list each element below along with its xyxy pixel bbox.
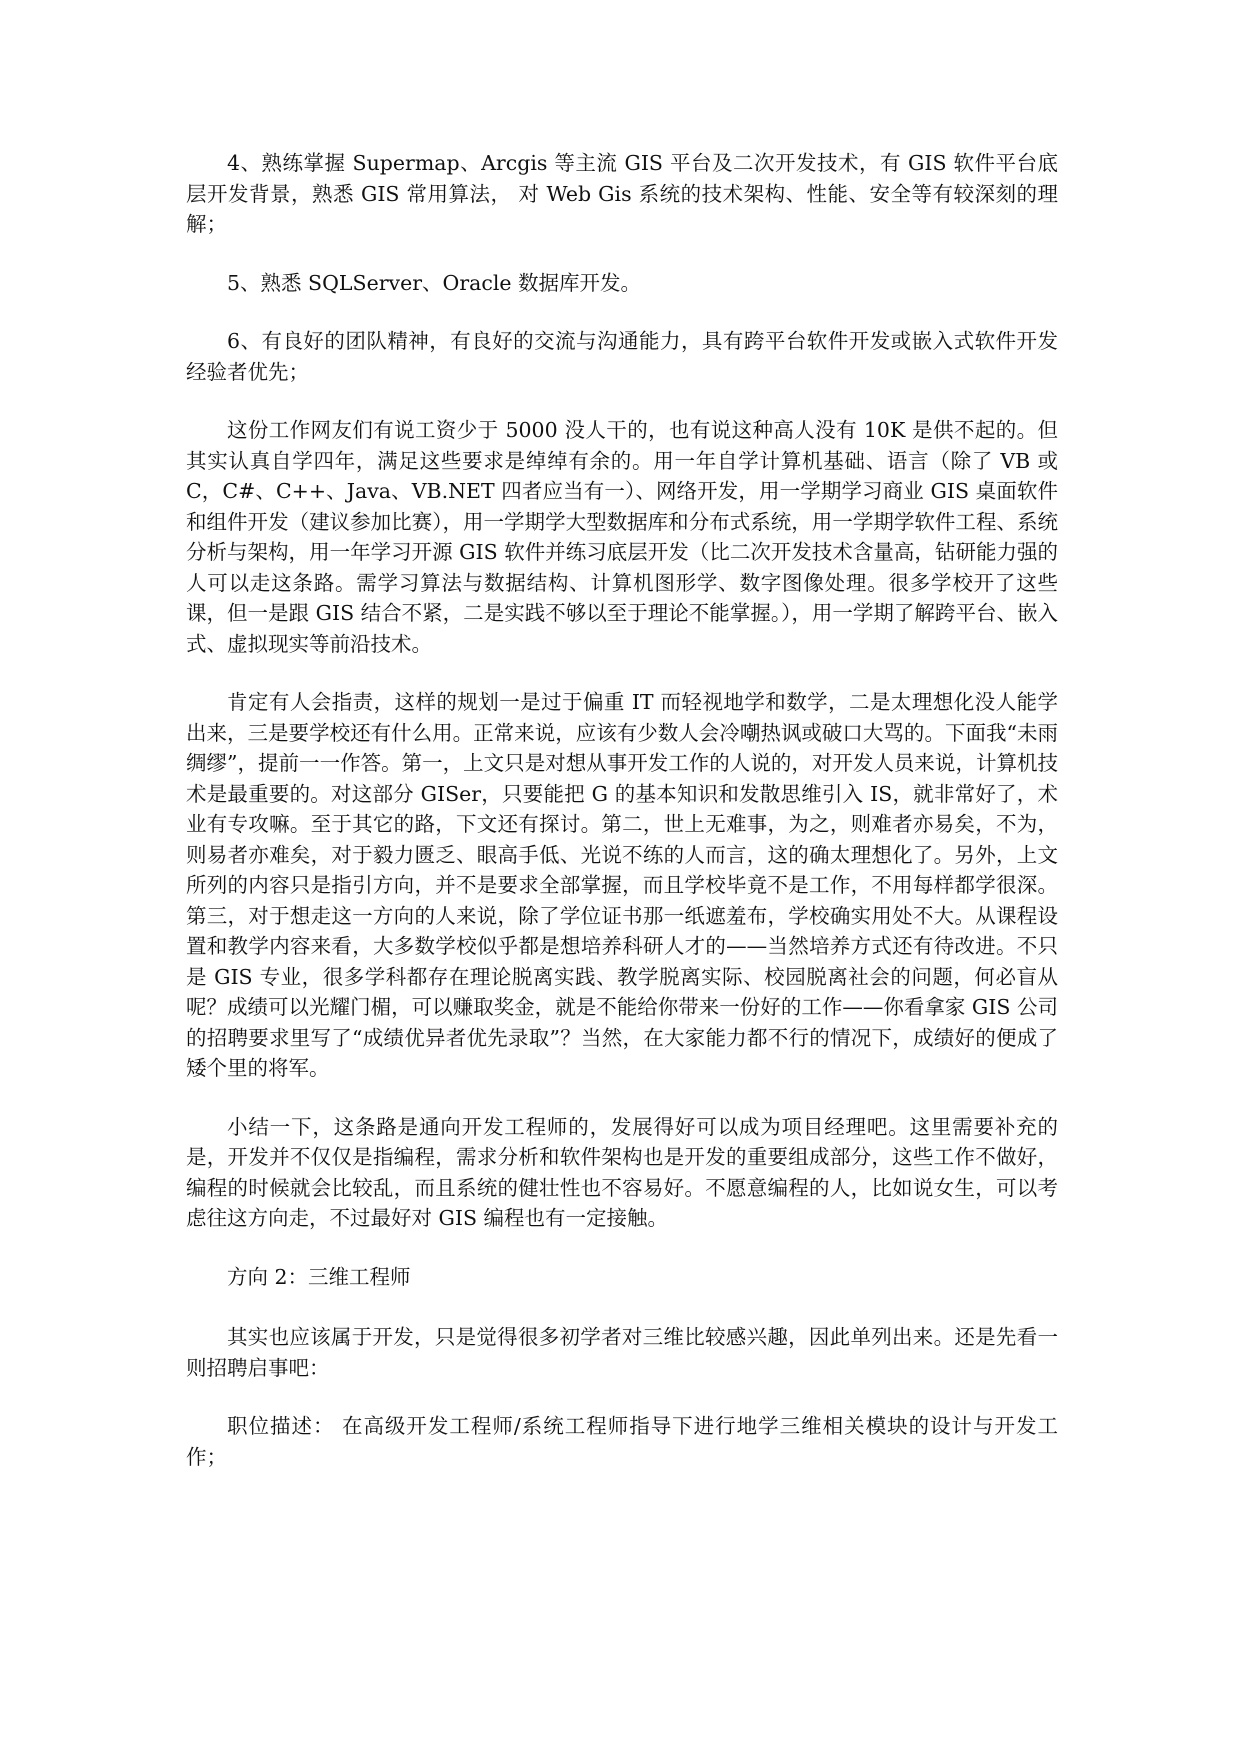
- section-heading-direction-2: 方向 2：三维工程师: [227, 1264, 411, 1289]
- paragraph-job-description: 职位描述： 在高级开发工程师/系统工程师指导下进行地学三维相关模块的设计与开发工作；: [186, 1414, 1058, 1469]
- paragraph-requirement-5: 5、熟悉 SQLServer、Oracle 数据库开发。: [227, 270, 642, 295]
- paragraph-summary: 小结一下，这条路是通向开发工程师的，发展得好可以成为项目经理吧。这里需要补充的是，开发并不仅仅是指编程，需求分析和软件架构也是开发的重要组成部分，这些工作不做好，编程的时候就会比较乱，而且系统的健壮性也不容易好。不愿意编程的人，比如说女生，可以考虑往这方向走，不过最好对 GIS 编程也有一定接触。: [186, 1114, 1058, 1230]
- paragraph-requirement-4: 4、熟练掌握 Supermap、Arcgis 等主流 GIS 平台及二次开发技术，有 GIS 软件平台底层开发背景，熟悉 GIS 常用算法， 对 Web Gis 系统的技术架构、性能、安全等有较深刻的理解；: [186, 151, 1058, 236]
- paragraph-rebuttal: 肯定有人会指责，这样的规划一是过于偏重 IT 而轻视地学和数学，二是太理想化没人能学出来，三是要学校还有什么用。正常来说，应该有少数人会冷嘲热讽或破口大骂的。下面我“未雨绸缪”，提前一一作答。第一，上文只是对想从事开发工作的人说的，对开发人员来说，计算机技术是最重要的。对这部分 GISer，只要能把 G 的基本知识和发散思维引入 IS，就非常好了，术业有专攻嘛。至于其它的路，下文还有探讨。第二，世上无难事，为之，则难者亦易矣，不为，则易者亦难矣，对于毅力匮乏、眼高手低、光说不练的人而言，这的确太理想化了。另外，上文所列的内容只是指引方向，并不是要求全部掌握，而且学校毕竟不是工作，不用每样都学很深。第三，对于想走这一方向的人来说，除了学位证书那一纸遮羞布，学校确实用处不大。从课程设置和教学内容来看，大多数学校似乎都是想培养科研人才的——当然培养方式还有待改进。不只是 GIS 专业，很多学科都存在理论脱离实践、教学脱离实际、校园脱离社会的问题，何必盲从呢？成绩可以光耀门楣，可以赚取奖金，就是不能给你带来一份好的工作——你看拿家 GIS 公司的招聘要求里写了“成绩优异者优先录取”？当然，在大家能力都不行的情况下，成绩好的便成了矮个里的将军。: [186, 690, 1058, 1080]
- document-body: [186, 148, 1058, 1500]
- paragraph-3d-intro: 其实也应该属于开发，只是觉得很多初学者对三维比较感兴趣，因此单列出来。还是先看一则招聘启事吧：: [186, 1325, 1058, 1380]
- paragraph-requirement-6: 6、有良好的团队精神，有良好的交流与沟通能力，具有跨平台软件开发或嵌入式软件开发经验者优先；: [186, 329, 1058, 384]
- paragraph-study-plan: 这份工作网友们有说工资少于 5000 没人干的，也有说这种高人没有 10K 是供不起的。但其实认真自学四年，满足这些要求是绰绰有余的。用一年自学计算机基础、语言（除了 VB 或 C，C#、C++、Java、VB.NET 四者应当有一）、网络开发，用一学期学习商业 GIS 桌面软件和组件开发（建议参加比赛），用一学期学大型数据库和分布式系统，用一学期学软件工程、系统分析与架构，用一年学习开源 GIS 软件并练习底层开发（比二次开发技术含量高，钻研能力强的人可以走这条路。需学习算法与数据结构、计算机图形学、数字图像处理。很多学校开了这些课，但一是跟 GIS 结合不紧，二是实践不够以至于理论不能掌握。），用一学期了解跨平台、嵌入式、虚拟现实等前沿技术。: [186, 418, 1058, 656]
